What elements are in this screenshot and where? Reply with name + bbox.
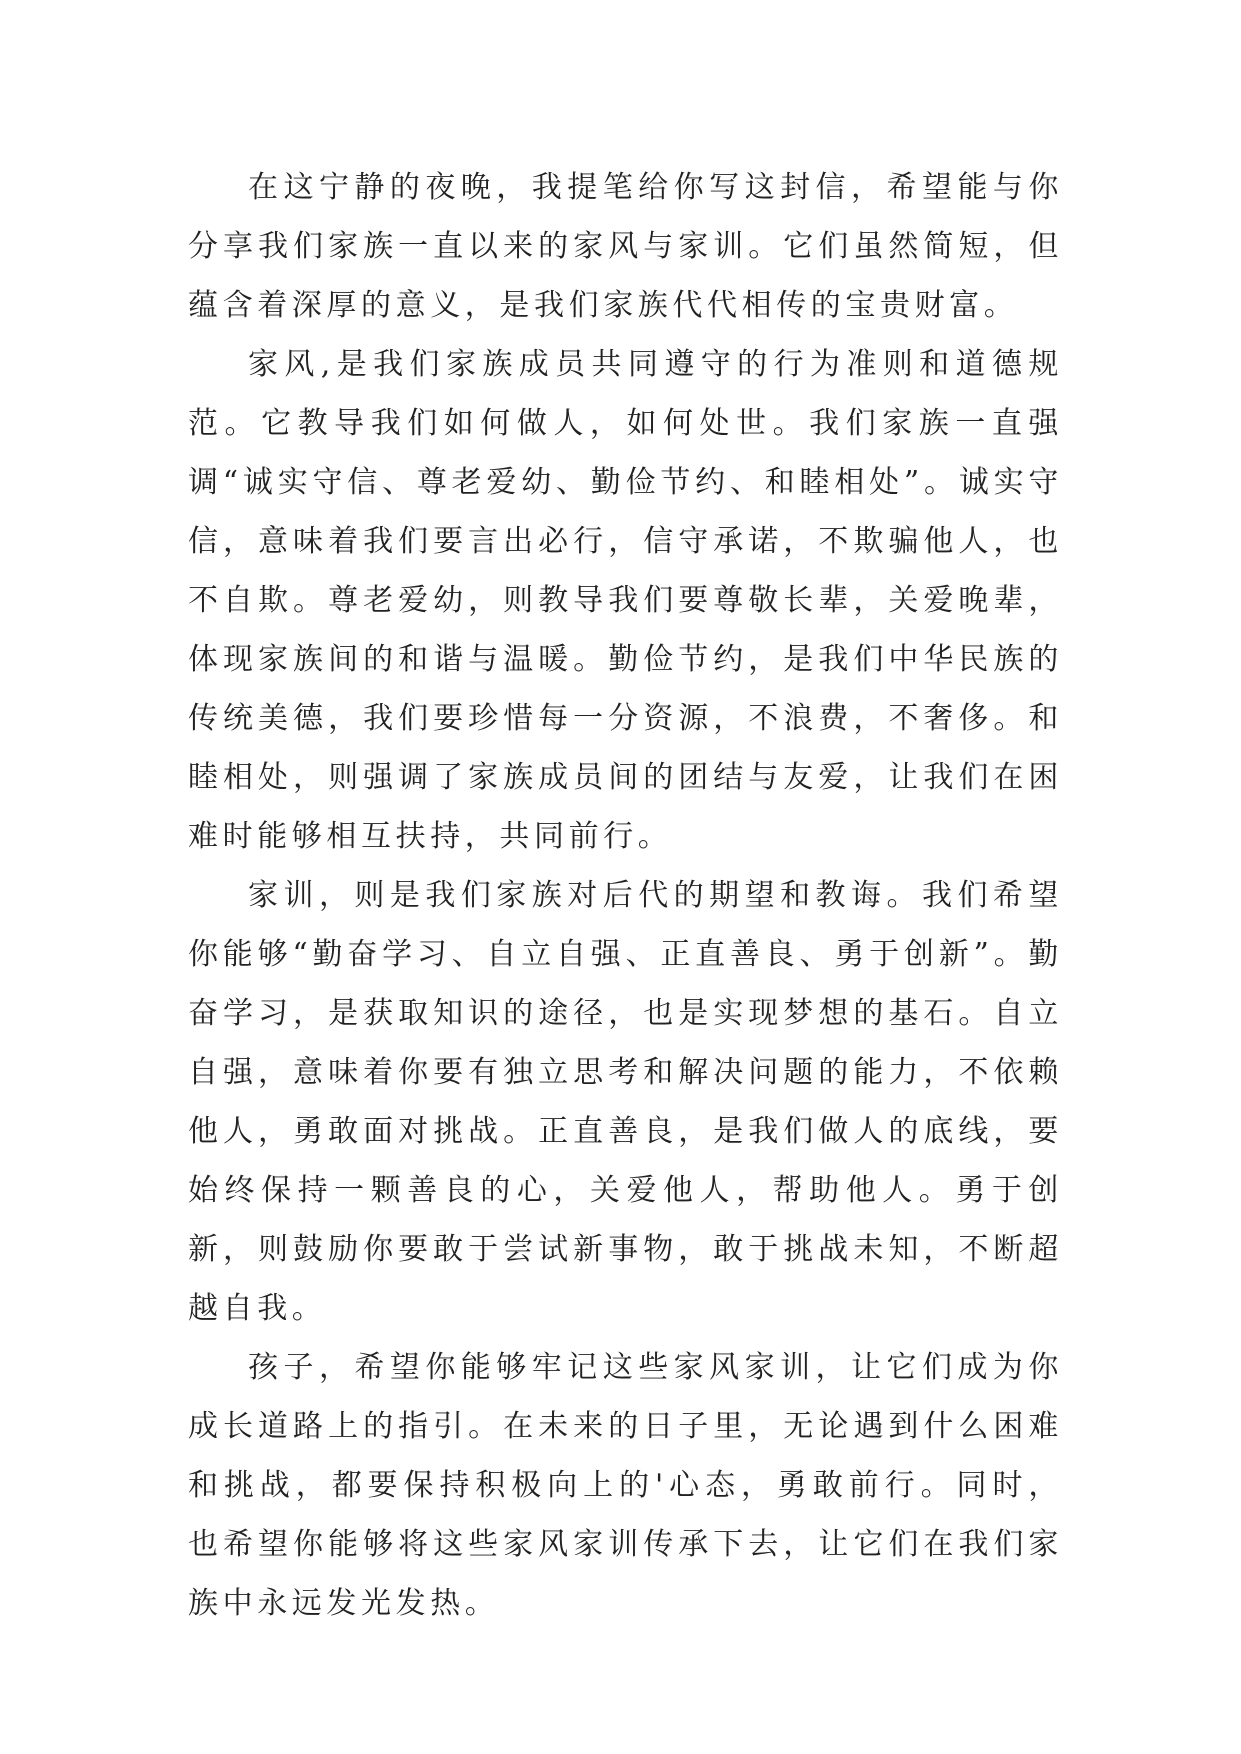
paragraph-opening: 在这宁静的夜晚，我提笔给你写这封信，希望能与你分享我们家族一直以来的家风与家训。它们虽然简短，但蕴含着深厚的意义，是我们家族代代相传的宝贵财富。 xyxy=(188,170,1063,323)
paragraph-family-motto: 家训，则是我们家族对后代的期望和教诲。我们希望你能够“勤奋学习、自立自强、正直善良、勇于创新”。勤奋学习，是获取知识的途径，也是实现梦想的基石。自立自强，意味着你要有独立思考和解决问题的能力，不依赖他人，勇敢面对挑战。正直善良，是我们做人的底线，要始终保持一颗善良的心，关爱他人，帮助他人。勇于创新，则鼓励你要敢于尝试新事物，敢于挑战未知，不断超越自我。 xyxy=(188,878,1063,1326)
paragraph-family-style: 家风,是我们家族成员共同遵守的行为准则和道德规范。它教导我们如何做人，如何处世。我们家族一直强调“诚实守信、尊老爱幼、勤俭节约、和睦相处”。诚实守信，意味着我们要言出必行，信守承诺，不欺骗他人，也不自欺。尊老爱幼，则教导我们要尊敬长辈，关爱晚辈，体现家族间的和谐与温暖。勤俭节约，是我们中华民族的传统美德，我们要珍惜每一分资源，不浪费，不奢侈。和睦相处，则强调了家族成员间的团结与友爱，让我们在困难时能够相互扶持，共同前行。 xyxy=(188,347,1063,854)
letter-body xyxy=(188,158,1063,1633)
paragraph-closing: 孩子，希望你能够牢记这些家风家训，让它们成为你成长道路上的指引。在未来的日子里，无论遇到什么困难和挑战，都要保持积极向上的'心态，勇敢前行。同时，也希望你能够将这些家风家训传承下去，让它们在我们家族中永远发光发热。 xyxy=(188,1350,1063,1621)
